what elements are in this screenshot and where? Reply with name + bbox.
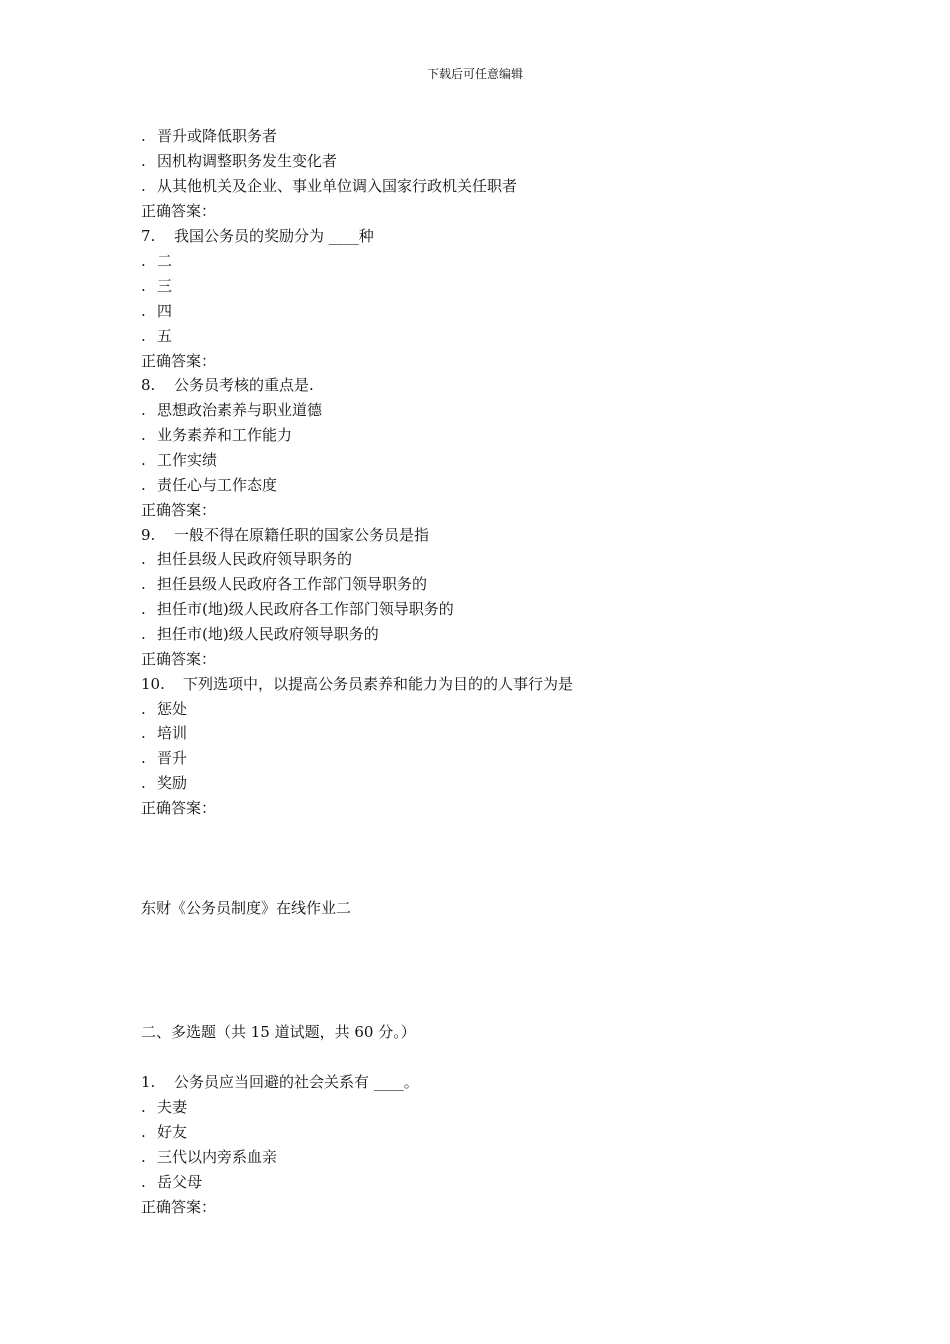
answer-label: 正确答案： [141,650,217,668]
question-text: 我国公务员的奖励分为 ____种 [174,227,374,245]
option-item [141,400,322,420]
option-dot: . [141,700,146,718]
option-dot: . [141,625,146,643]
option-item [141,699,187,719]
option-item [141,599,454,619]
option-item [141,301,172,321]
option-item [141,450,217,470]
option-item [141,723,187,743]
option-dot: . [141,600,146,618]
question-number: 1. [141,1073,156,1091]
option-text: 担任市(地)级人民政府各工作部门领导职务的 [157,600,454,618]
header-note: 下载后可任意编辑 [426,67,523,81]
option-text: 责任心与工作态度 [157,476,278,494]
option-item [141,326,172,346]
question-10 [141,674,573,694]
option-text: 奖励 [157,774,188,792]
question-number: 10. [141,675,165,693]
answer-label: 正确答案： [141,352,217,370]
question-text: 公务员应当回避的社会关系有 ____。 [174,1073,419,1091]
option-text: 因机构调整职务发生变化者 [157,152,338,170]
option-dot: . [141,252,146,270]
option-text: 夫妻 [157,1098,188,1116]
option-dot: . [141,724,146,742]
option-dot: . [141,1148,146,1166]
question-m1 [141,1072,419,1092]
option-text: 三代以内旁系血亲 [157,1148,278,1166]
option-item [141,126,277,146]
question-number: 8. [141,376,156,394]
option-dot: . [141,749,146,767]
option-dot: . [141,426,146,444]
option-item [141,151,337,171]
option-text: 担任市(地)级人民政府领导职务的 [157,625,379,643]
option-dot: . [141,476,146,494]
option-text: 二 [157,252,173,270]
option-text: 三 [157,277,173,295]
option-item [141,1147,277,1167]
option-item [141,1122,187,1142]
option-dot: . [141,127,146,145]
option-item [141,276,172,296]
option-text: 好友 [157,1123,188,1141]
question-number: 7. [141,227,156,245]
option-dot: . [141,152,146,170]
option-text: 思想政治素养与职业道德 [157,401,323,419]
option-dot: . [141,550,146,568]
option-text: 业务素养和工作能力 [157,426,293,444]
question-number: 9. [141,526,156,544]
option-text: 从其他机关及企业、事业单位调入国家行政机关任职者 [157,177,518,195]
option-item [141,176,517,196]
answer-label: 正确答案： [141,501,217,519]
option-dot: . [141,1098,146,1116]
question-8 [141,375,314,395]
option-item [141,425,292,445]
option-dot: . [141,277,146,295]
option-dot: . [141,575,146,593]
option-dot: . [141,177,146,195]
option-text: 惩处 [157,700,188,718]
option-dot: . [141,401,146,419]
option-text: 担任县级人民政府领导职务的 [157,550,353,568]
option-item [141,1172,202,1192]
question-text: 公务员考核的重点是. [174,376,314,394]
question-text: 一般不得在原籍任职的国家公务员是指 [174,526,430,544]
question-9 [141,525,429,545]
option-item [141,549,352,569]
option-text: 四 [157,302,173,320]
option-text: 培训 [157,724,188,742]
section-title: 东财《公务员制度》在线作业二 [141,899,352,917]
option-item [141,624,379,644]
option-item [141,773,187,793]
option-item [141,574,427,594]
option-text: 晋升或降低职务者 [157,127,278,145]
option-dot: . [141,451,146,469]
option-dot: . [141,327,146,345]
option-item [141,748,187,768]
option-dot: . [141,774,146,792]
option-dot: . [141,1123,146,1141]
option-dot: . [141,302,146,320]
section-heading: 二、多选题（共 15 道试题，共 60 分。） [141,1023,416,1041]
option-dot: . [141,1173,146,1191]
option-item [141,251,172,271]
question-7 [141,226,374,246]
option-text: 担任县级人民政府各工作部门领导职务的 [157,575,428,593]
answer-label: 正确答案： [141,799,217,817]
option-item [141,1097,187,1117]
option-text: 岳父母 [157,1173,203,1191]
answer-label: 正确答案： [141,202,217,220]
option-text: 工作实绩 [157,451,218,469]
question-text: 下列选项中，以提高公务员素养和能力为目的的人事行为是 [183,675,574,693]
option-text: 晋升 [157,749,188,767]
option-text: 五 [157,327,173,345]
option-item [141,475,277,495]
answer-label: 正确答案： [141,1198,217,1216]
